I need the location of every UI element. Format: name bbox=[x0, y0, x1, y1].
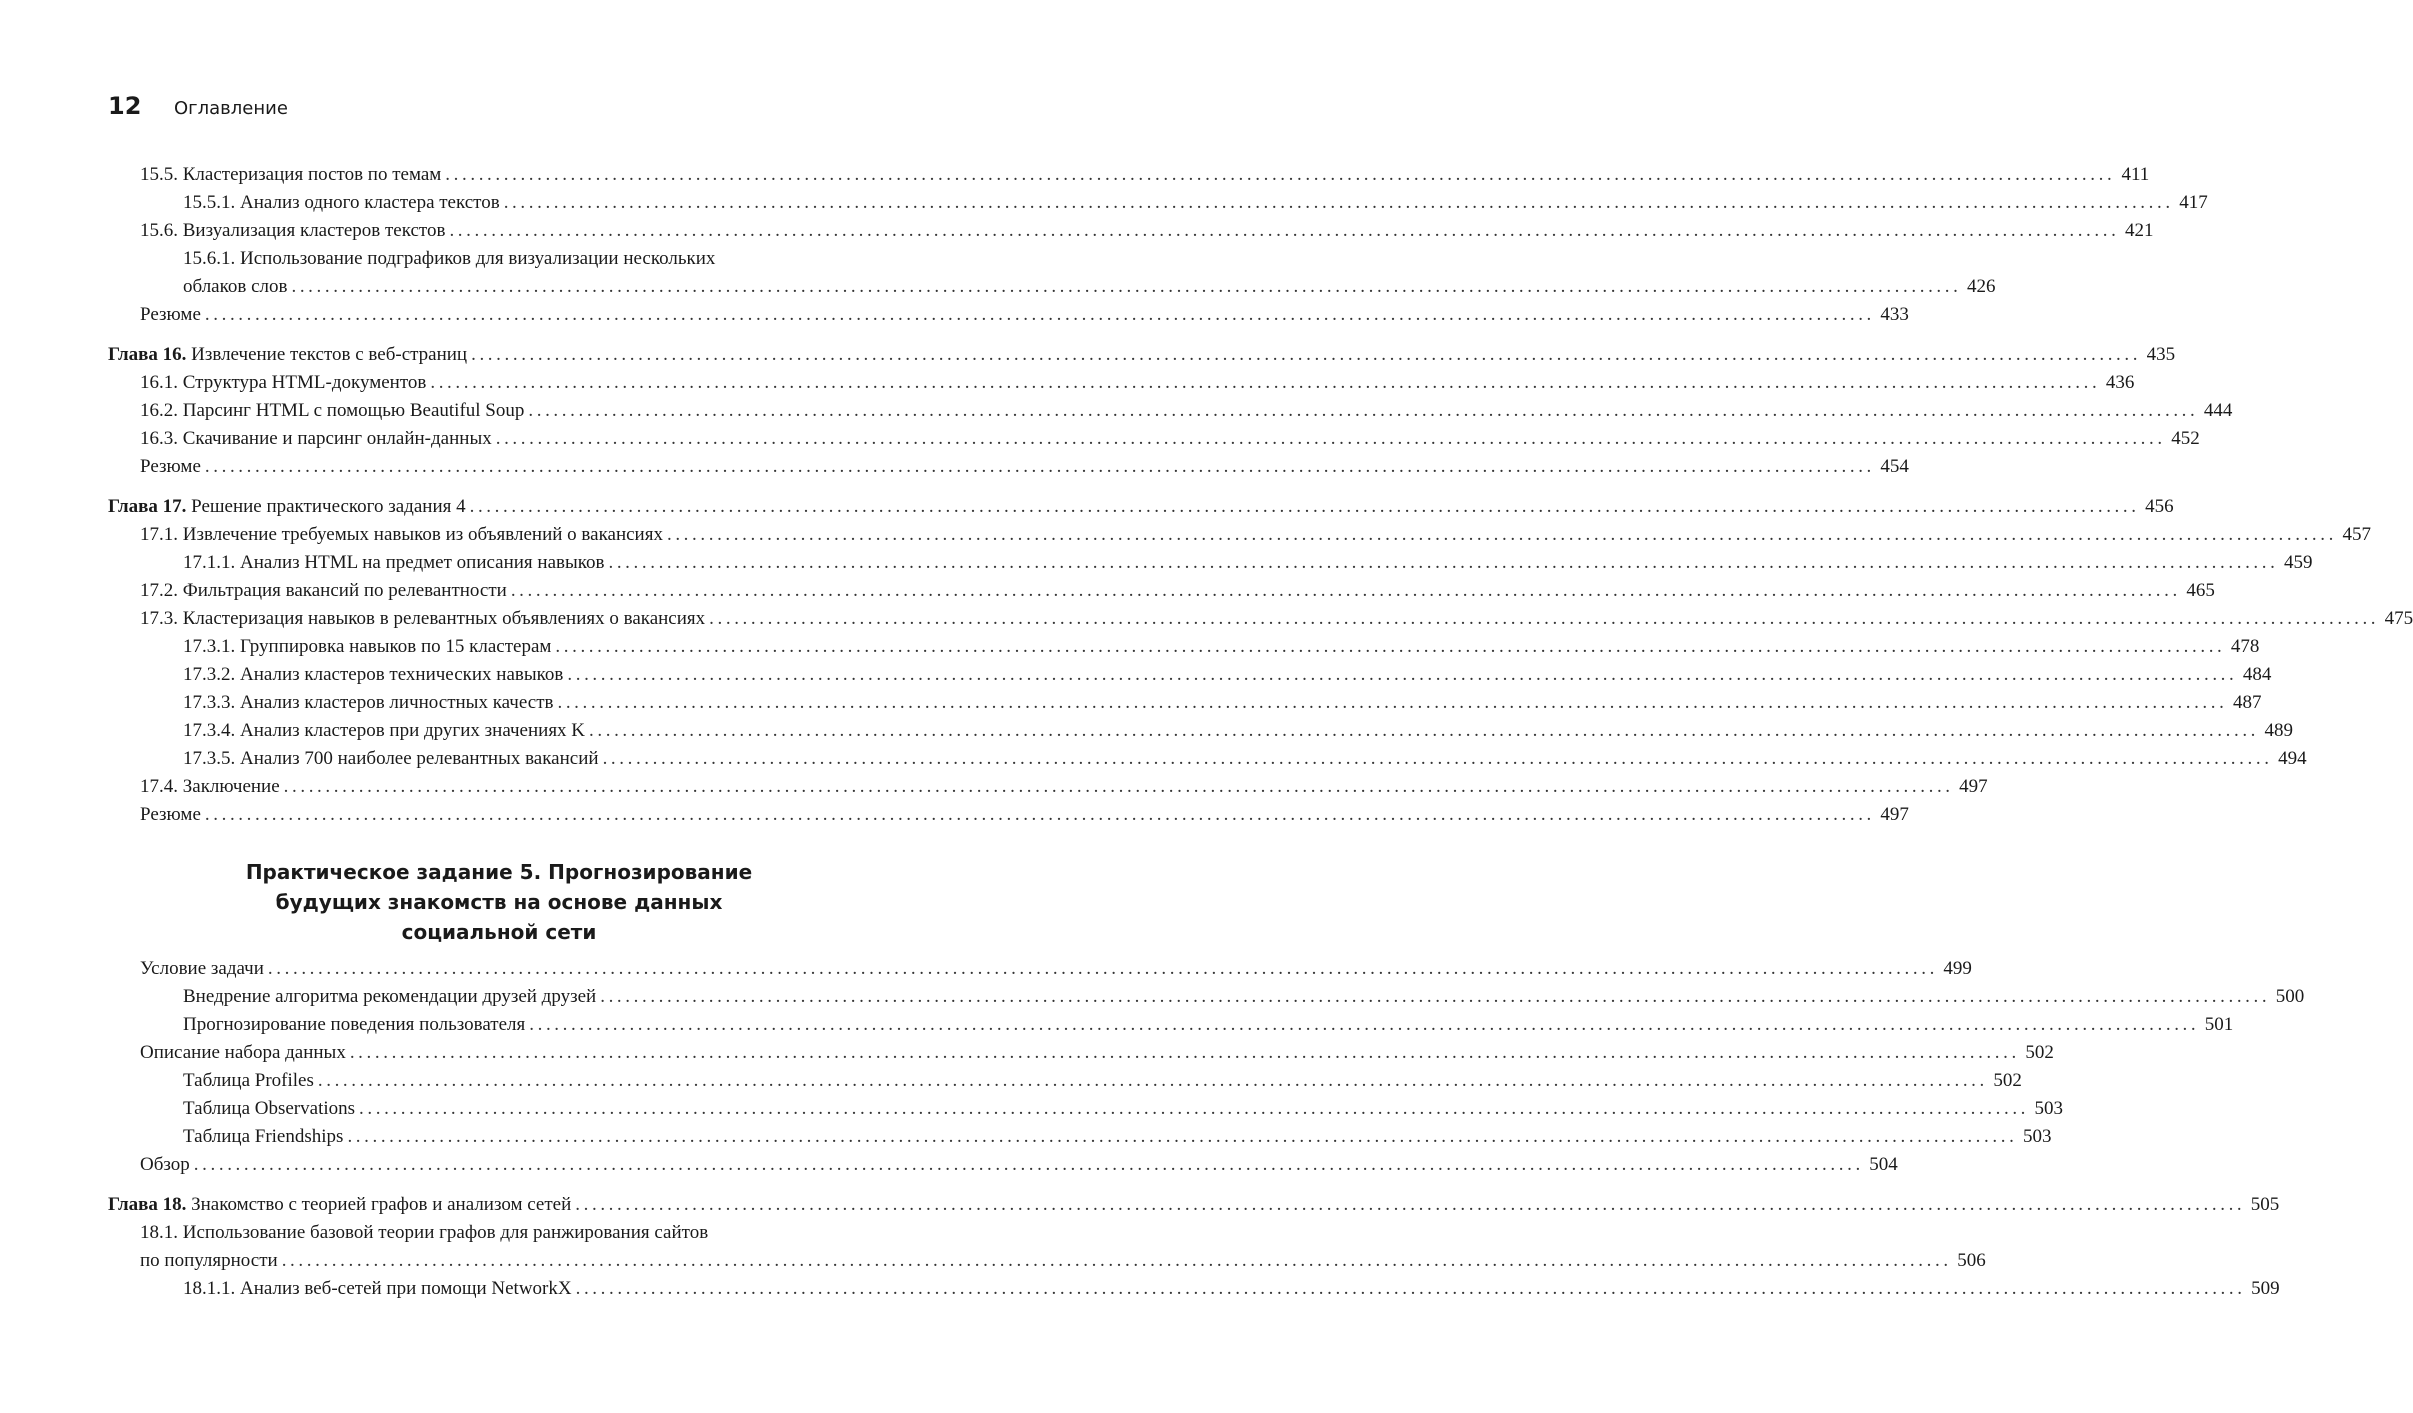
entry-title: 18.1.1. Анализ веб-сетей при помощи NetworkX bbox=[183, 1278, 572, 1299]
entry-title: 15.5. Кластеризация постов по темам bbox=[140, 164, 442, 185]
toc-entry bbox=[108, 980, 2305, 1008]
toc-chapter-entry bbox=[108, 1188, 2280, 1216]
entry-title: Условие задачи bbox=[140, 958, 264, 979]
entry-title: 15.6.1. Использование подграфиков для визуализации нескольких bbox=[183, 248, 716, 269]
toc-entry bbox=[108, 1272, 2280, 1300]
toc-entry bbox=[108, 366, 2135, 394]
toc-entry bbox=[108, 298, 1909, 326]
dot-leader: ........................................................................................................................................................................................................ bbox=[510, 580, 2181, 601]
toc-entry bbox=[108, 158, 2150, 186]
entry-page-number: 457 bbox=[2342, 524, 2371, 545]
entry-page-number: 459 bbox=[2283, 552, 2313, 573]
entry-title: Прогнозирование поведения пользователя bbox=[183, 1014, 526, 1035]
toc-entry bbox=[108, 186, 2208, 214]
part-heading bbox=[108, 826, 890, 952]
dot-leader: ........................................................................................................................................................................................................ bbox=[347, 1126, 2018, 1147]
dot-leader: ........................................................................................................................................................................................................ bbox=[317, 1070, 1988, 1091]
entry-title: 15.5.1. Анализ одного кластера текстов bbox=[183, 192, 500, 213]
dot-leader: ........................................................................................................................................................................................................ bbox=[529, 1014, 2200, 1035]
entry-page-number: 494 bbox=[2278, 748, 2307, 769]
toc-entry bbox=[108, 602, 2413, 630]
running-head bbox=[108, 92, 288, 124]
entry-page-number: 503 bbox=[2022, 1126, 2052, 1147]
entry-page-number: 497 bbox=[1959, 776, 1988, 797]
entry-page-number: 411 bbox=[2121, 164, 2150, 185]
entry-page-number: 502 bbox=[1993, 1070, 2022, 1091]
entry-title: 16.2. Парсинг HTML с помощью Beautiful Soup bbox=[140, 400, 525, 421]
toc-entry bbox=[108, 1244, 1986, 1272]
dot-leader: ........................................................................................................................................................................................................ bbox=[495, 428, 2166, 449]
dot-leader: ........................................................................................................................................................................................................ bbox=[575, 1194, 2246, 1215]
toc-entry bbox=[108, 630, 2260, 658]
dot-leader: ........................................................................................................................................................................................................ bbox=[449, 220, 2120, 241]
entry-page-number: 504 bbox=[1869, 1154, 1898, 1175]
dot-leader: ........................................................................................................................................................................................................ bbox=[666, 524, 2337, 545]
entry-title: Таблица Profiles bbox=[183, 1070, 314, 1091]
part-title-line: Практическое задание 5. Прогнозирование bbox=[245, 860, 753, 884]
dot-leader: ........................................................................................................................................................................................................ bbox=[283, 776, 1954, 797]
entry-page-number: 454 bbox=[1880, 456, 1909, 477]
dot-leader: ........................................................................................................................................................................................................ bbox=[602, 748, 2273, 769]
dot-leader: ........................................................................................................................................................................................................ bbox=[193, 1154, 1864, 1175]
entry-title: 17.1.1. Анализ HTML на предмет описания навыков bbox=[183, 552, 605, 573]
dot-leader: ........................................................................................................................................................................................................ bbox=[503, 192, 2174, 213]
toc-entry bbox=[108, 214, 2154, 242]
entry-title: 16.1. Структура HTML-документов bbox=[140, 372, 427, 393]
toc-entry bbox=[108, 1008, 2234, 1036]
dot-leader: ........................................................................................................................................................................................................ bbox=[281, 1250, 1952, 1271]
entry-page-number: 497 bbox=[1880, 804, 1909, 825]
entry-title: 17.3. Кластеризация навыков в релевантных объявлениях о вакансиях bbox=[140, 608, 706, 629]
dot-leader: ........................................................................................................................................................................................................ bbox=[600, 986, 2271, 1007]
entry-page-number: 435 bbox=[2146, 344, 2176, 365]
entry-page-number: 444 bbox=[2203, 400, 2233, 421]
entry-page-number: 501 bbox=[2204, 1014, 2234, 1035]
entry-page-number: 475 bbox=[2384, 608, 2413, 629]
entry-page-number: 509 bbox=[2251, 1278, 2280, 1299]
dot-leader: ........................................................................................................................................................................................................ bbox=[567, 664, 2238, 685]
dot-leader: ........................................................................................................................................................................................................ bbox=[528, 400, 2199, 421]
dot-leader: ........................................................................................................................................................................................................ bbox=[430, 372, 2101, 393]
dot-leader: ........................................................................................................................................................................................................ bbox=[557, 692, 2228, 713]
entry-title: 17.3.3. Анализ кластеров личностных качеств bbox=[183, 692, 554, 713]
entry-page-number: 433 bbox=[1880, 304, 1909, 325]
entry-page-number: 426 bbox=[1966, 276, 1996, 297]
toc-entry bbox=[108, 1092, 2064, 1120]
entry-title: 15.6. Визуализация кластеров текстов bbox=[140, 220, 446, 241]
entry-page-number: 421 bbox=[2124, 220, 2154, 241]
entry-title: Глава 18. Знакомство с теорией графов и анализом сетей bbox=[108, 1194, 572, 1215]
toc-entry bbox=[108, 1148, 1898, 1176]
dot-leader: ........................................................................................................................................................................................................ bbox=[575, 1278, 2246, 1299]
page-number: 12 bbox=[108, 92, 142, 120]
toc-entry bbox=[108, 270, 1996, 298]
dot-leader: ........................................................................................................................................................................................................ bbox=[291, 276, 1962, 297]
chapter-label: Глава 17. bbox=[108, 496, 187, 517]
entry-title: Резюме bbox=[140, 804, 201, 825]
chapter-label: Глава 18. bbox=[108, 1194, 187, 1215]
toc-entry bbox=[108, 742, 2307, 770]
part-title-line: будущих знакомств на основе данных bbox=[275, 890, 723, 914]
toc-entry bbox=[108, 574, 2215, 602]
dot-leader: ........................................................................................................................................................................................................ bbox=[204, 304, 1875, 325]
toc-chapter-entry bbox=[108, 490, 2174, 518]
entry-title: 16.3. Скачивание и парсинг онлайн-данных bbox=[140, 428, 492, 449]
entry-page-number: 436 bbox=[2105, 372, 2135, 393]
toc-entry bbox=[108, 518, 2371, 546]
spacer bbox=[108, 1176, 890, 1188]
dot-leader: ........................................................................................................................................................................................................ bbox=[445, 164, 2116, 185]
entry-page-number: 478 bbox=[2230, 636, 2260, 657]
entry-title: 17.3.5. Анализ 700 наиболее релевантных вакансий bbox=[183, 748, 599, 769]
toc-entry-first-line bbox=[108, 242, 890, 270]
entry-page-number: 503 bbox=[2034, 1098, 2064, 1119]
dot-leader: ........................................................................................................................................................................................................ bbox=[469, 496, 2140, 517]
entry-title: Обзор bbox=[140, 1154, 190, 1175]
entry-title: 17.3.4. Анализ кластеров при других значениях K bbox=[183, 720, 586, 741]
spacer bbox=[108, 326, 890, 338]
entry-page-number: 417 bbox=[2179, 192, 2208, 213]
entry-title: 17.1. Извлечение требуемых навыков из объявлений о вакансиях bbox=[140, 524, 663, 545]
toc-entry bbox=[108, 394, 2233, 422]
header-title: Оглавление bbox=[174, 98, 288, 119]
toc-entry bbox=[108, 952, 1972, 980]
entry-title: Резюме bbox=[140, 456, 201, 477]
toc-entry bbox=[108, 546, 2313, 574]
entry-page-number: 500 bbox=[2275, 986, 2305, 1007]
dot-leader: ........................................................................................................................................................................................................ bbox=[589, 720, 2260, 741]
entry-title: 17.3.2. Анализ кластеров технических навыков bbox=[183, 664, 564, 685]
entry-page-number: 456 bbox=[2145, 496, 2174, 517]
toc-entry bbox=[108, 450, 1909, 478]
dot-leader: ........................................................................................................................................................................................................ bbox=[608, 552, 2279, 573]
spacer bbox=[108, 478, 890, 490]
entry-page-number: 499 bbox=[1943, 958, 1972, 979]
dot-leader: ........................................................................................................................................................................................................ bbox=[204, 456, 1875, 477]
entry-title: 17.3.1. Группировка навыков по 15 кластерам bbox=[183, 636, 552, 657]
toc-entry bbox=[108, 1064, 2022, 1092]
entry-page-number: 487 bbox=[2232, 692, 2262, 713]
toc-entry bbox=[108, 422, 2200, 450]
table-of-contents bbox=[108, 158, 2413, 1300]
entry-title: Описание набора данных bbox=[140, 1042, 346, 1063]
entry-page-number: 505 bbox=[2250, 1194, 2280, 1215]
dot-leader: ........................................................................................................................................................................................................ bbox=[709, 608, 2380, 629]
entry-title: Глава 17. Решение практического задания 4 bbox=[108, 496, 466, 517]
entry-page-number: 502 bbox=[2025, 1042, 2054, 1063]
toc-entry bbox=[108, 1036, 2054, 1064]
toc-entry-first-line bbox=[108, 1216, 890, 1244]
entry-title: Таблица Friendships bbox=[183, 1126, 344, 1147]
entry-title: Таблица Observations bbox=[183, 1098, 356, 1119]
dot-leader: ........................................................................................................................................................................................................ bbox=[359, 1098, 2030, 1119]
dot-leader: ........................................................................................................................................................................................................ bbox=[204, 804, 1875, 825]
entry-title: Внедрение алгоритма рекомендации друзей друзей bbox=[183, 986, 597, 1007]
toc-entry bbox=[108, 658, 2272, 686]
toc-entry bbox=[108, 770, 1988, 798]
entry-title: по популярности bbox=[140, 1250, 278, 1271]
part-title-line: социальной сети bbox=[401, 920, 597, 944]
dot-leader: ........................................................................................................................................................................................................ bbox=[471, 344, 2142, 365]
dot-leader: ........................................................................................................................................................................................................ bbox=[349, 1042, 2020, 1063]
entry-page-number: 489 bbox=[2264, 720, 2294, 741]
dot-leader: ........................................................................................................................................................................................................ bbox=[555, 636, 2226, 657]
entry-title: 17.2. Фильтрация вакансий по релевантности bbox=[140, 580, 507, 601]
toc-entry bbox=[108, 1120, 2052, 1148]
entry-title: Резюме bbox=[140, 304, 201, 325]
entry-title: 18.1. Использование базовой теории графов для ранжирования сайтов bbox=[140, 1222, 709, 1243]
toc-chapter-entry bbox=[108, 338, 2176, 366]
entry-title: Глава 16. Извлечение текстов с веб-страниц bbox=[108, 344, 468, 365]
toc-entry bbox=[108, 798, 1909, 826]
toc-entry bbox=[108, 686, 2262, 714]
entry-page-number: 452 bbox=[2171, 428, 2200, 449]
entry-title: 17.4. Заключение bbox=[140, 776, 280, 797]
entry-page-number: 484 bbox=[2242, 664, 2272, 685]
entry-page-number: 465 bbox=[2186, 580, 2215, 601]
chapter-label: Глава 16. bbox=[108, 344, 187, 365]
dot-leader: ........................................................................................................................................................................................................ bbox=[267, 958, 1938, 979]
entry-page-number: 506 bbox=[1957, 1250, 1986, 1271]
toc-entry bbox=[108, 714, 2294, 742]
entry-title: облаков слов bbox=[183, 276, 288, 297]
